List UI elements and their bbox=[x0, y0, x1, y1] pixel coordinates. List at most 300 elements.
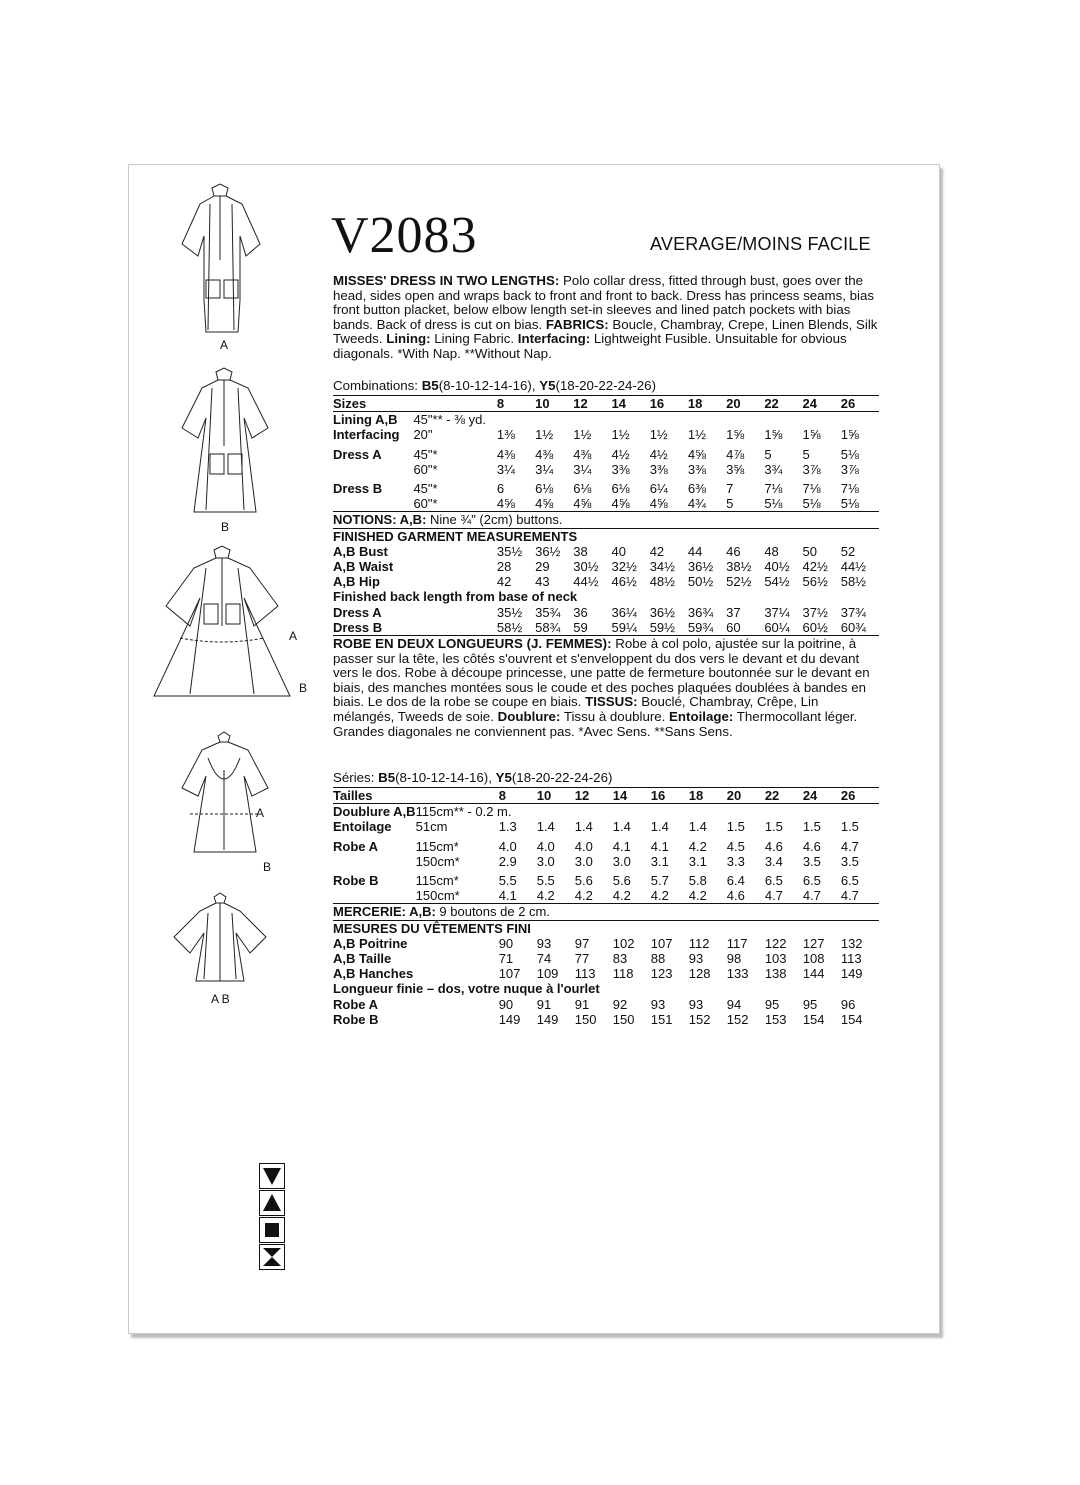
table-cell: 6⅜ bbox=[687, 481, 706, 497]
table-cell: A,B Hip bbox=[333, 574, 380, 590]
table-cell: 3⅞ bbox=[802, 461, 821, 477]
table-cell: 4.1 bbox=[499, 888, 537, 904]
table-cell: FINISHED GARMENT MEASUREMENTS bbox=[333, 528, 578, 544]
table-cell: 36½ bbox=[649, 604, 676, 620]
table-cell: 35½ bbox=[496, 543, 523, 559]
table-cell: 112 bbox=[688, 935, 710, 951]
table-cell: 4⅝ bbox=[687, 446, 706, 462]
doublure-label: Doublure: bbox=[497, 708, 561, 724]
table-cell: 91 bbox=[574, 996, 590, 1012]
yardage-table-english bbox=[333, 395, 879, 636]
table-cell: 3¼ bbox=[573, 461, 592, 477]
table-cell: Robe A bbox=[333, 996, 379, 1012]
notch-symbols bbox=[259, 1163, 285, 1271]
table-cell: 48½ bbox=[649, 574, 676, 590]
hip-row bbox=[333, 574, 879, 589]
table-cell: 1.4 bbox=[574, 819, 593, 835]
table-cell: 35½ bbox=[496, 604, 523, 620]
table-cell: 32½ bbox=[611, 559, 637, 575]
table-cell: 44 bbox=[687, 543, 703, 559]
table-cell bbox=[416, 951, 499, 966]
sketch-label: A bbox=[289, 629, 298, 643]
table-cell bbox=[333, 888, 416, 904]
table-cell: 38½ bbox=[726, 559, 752, 575]
table-cell: 60¾ bbox=[841, 620, 879, 636]
table-cell: 93 bbox=[536, 935, 552, 951]
table-cell: 60"* bbox=[413, 461, 438, 477]
table-cell: 4⅜ bbox=[573, 446, 592, 462]
table-cell: 88 bbox=[650, 951, 666, 967]
table-cell: 12 bbox=[575, 788, 613, 804]
table-cell: Entoilage bbox=[333, 819, 392, 835]
table-cell: 46 bbox=[726, 543, 741, 559]
mercerie-row bbox=[333, 904, 879, 920]
robe-b-row-1 bbox=[333, 873, 879, 888]
desc-text-fr: Robe à col polo, ajustée sur la poitrine, à passer sur la tête, les côtés s'ouvrent et s'enveloppent du dos vers le devant et du devant vers le dos. Robe à découpe princesse, une patte de fermeture boutonnée sur le devant en biais, des manches montées sous le coude et des poches plaquées doublées à bandes en biais. Le dos de la robe se coupe en biais. bbox=[333, 636, 870, 710]
table-cell: 36½ bbox=[687, 559, 714, 575]
triangle-up-icon bbox=[259, 1190, 285, 1216]
table-cell: 149 bbox=[840, 966, 863, 982]
entoilage-row bbox=[333, 819, 879, 834]
table-cell bbox=[416, 997, 499, 1012]
table-cell: 36 bbox=[573, 604, 588, 620]
table-cell: 10 bbox=[537, 788, 575, 804]
table-cell: 28 bbox=[496, 559, 512, 575]
table-cell: 24 bbox=[803, 396, 841, 412]
table-cell: 37½ bbox=[802, 604, 828, 620]
table-cell: 6 bbox=[496, 481, 505, 497]
table-cell: A,B Poitrine bbox=[333, 935, 408, 951]
table-cell: 1.5 bbox=[726, 819, 745, 835]
table-cell: 58½ bbox=[497, 620, 535, 636]
table-cell: 5 bbox=[726, 496, 764, 512]
table-cell: 12 bbox=[573, 396, 611, 412]
table-cell: 34½ bbox=[649, 559, 676, 575]
table-cell: 54½ bbox=[764, 574, 790, 590]
table-cell: 95 bbox=[764, 996, 780, 1012]
table-cell: 77 bbox=[574, 951, 590, 967]
table-cell: 8 bbox=[499, 788, 537, 804]
length-a-row bbox=[333, 605, 879, 620]
table-cell bbox=[333, 496, 413, 512]
table-cell: 4.5 bbox=[726, 838, 745, 854]
table-cell: 4.1 bbox=[612, 838, 631, 854]
table-cell: 6.5 bbox=[802, 873, 821, 889]
table-cell: 132 bbox=[840, 935, 863, 951]
table-cell: 51cm bbox=[415, 819, 448, 835]
table-cell: 95 bbox=[802, 996, 818, 1012]
sketch-label: A bbox=[220, 338, 229, 352]
robe-a-row-1 bbox=[333, 839, 879, 854]
table-cell: 138 bbox=[764, 966, 787, 982]
sketch-label: B bbox=[263, 860, 272, 874]
doublure-row bbox=[333, 804, 879, 820]
table-cell: 74 bbox=[536, 951, 552, 967]
table-cell: 59 bbox=[573, 620, 611, 636]
table-cell: 4.0 bbox=[536, 838, 555, 854]
table-cell: 1½ bbox=[535, 427, 554, 443]
triangle-down-icon bbox=[259, 1163, 285, 1189]
table-cell: 1⅝ bbox=[840, 427, 859, 443]
table-cell: 4¾ bbox=[688, 496, 726, 512]
table-cell: 6⅛ bbox=[573, 481, 592, 497]
table-cell: 3.5 bbox=[802, 853, 821, 869]
sketch-label: A bbox=[256, 806, 265, 820]
table-cell: 20" bbox=[413, 427, 433, 443]
table-cell: 3.1 bbox=[650, 853, 669, 869]
table-cell: 60 bbox=[726, 620, 764, 636]
table-cell: 1.5 bbox=[802, 819, 821, 835]
notions-row bbox=[333, 512, 879, 528]
table-cell: 1.4 bbox=[612, 819, 631, 835]
table-cell: 150 bbox=[612, 1011, 635, 1027]
sketch-view-a-front bbox=[180, 180, 260, 340]
table-cell: 48 bbox=[764, 543, 779, 559]
table-cell: Longueur finie – dos, votre nuque à l'ourlet bbox=[333, 981, 600, 997]
entoilage-text: Thermocollant léger. Grandes diagonales ne conviennent pas. *Avec Sens. **Sans Sens. bbox=[333, 708, 858, 739]
square-icon bbox=[259, 1217, 285, 1243]
table-cell: 3.1 bbox=[688, 853, 707, 869]
table-cell: 90 bbox=[498, 996, 514, 1012]
table-cell: 5.7 bbox=[650, 873, 669, 889]
table-cell: 96 bbox=[840, 996, 856, 1012]
table-cell bbox=[413, 544, 496, 559]
table-cell: 150cm* bbox=[416, 888, 499, 904]
waist-row bbox=[333, 559, 879, 574]
table-cell: 107 bbox=[650, 935, 673, 951]
table-cell: 3⅜ bbox=[687, 461, 706, 477]
table-cell: 36¾ bbox=[687, 604, 714, 620]
table-cell: 150 bbox=[574, 1011, 597, 1027]
sketch-label: B bbox=[299, 681, 308, 695]
table-cell: 42 bbox=[496, 574, 512, 590]
table-cell: Dress A bbox=[333, 446, 382, 462]
table-cell: 7⅛ bbox=[764, 481, 783, 497]
table-cell: 26 bbox=[841, 788, 879, 804]
table-cell: 109 bbox=[536, 966, 559, 982]
table-cell: 5.5 bbox=[536, 873, 555, 889]
table-cell: 93 bbox=[688, 996, 704, 1012]
table-cell: Interfacing bbox=[333, 427, 400, 443]
table-cell: 3⅜ bbox=[649, 461, 668, 477]
sketch-label: A B bbox=[211, 992, 230, 1006]
table-cell: 56½ bbox=[802, 574, 828, 590]
table-cell: 44½ bbox=[840, 559, 867, 575]
table-cell bbox=[413, 620, 496, 636]
table-cell: 4.2 bbox=[613, 888, 651, 904]
table-cell: 40 bbox=[611, 543, 626, 559]
table-cell: 2.9 bbox=[498, 853, 517, 869]
table-cell: 5.8 bbox=[688, 873, 707, 889]
table-cell: 133 bbox=[726, 966, 749, 982]
table-cell: 38 bbox=[573, 543, 588, 559]
table-cell: 42 bbox=[649, 543, 665, 559]
table-cell: 93 bbox=[688, 951, 704, 967]
longueur-title-row bbox=[333, 981, 879, 996]
series-line: Séries: B5(8-10-12-14-16), Y5(18-20-22-24-26) bbox=[333, 770, 613, 785]
table-cell: 5⅛ bbox=[764, 496, 802, 512]
table-cell: 3⅞ bbox=[840, 461, 859, 477]
table-cell: 118 bbox=[612, 966, 634, 982]
fabrics-text: Boucle, Chambray, Crepe, Linen Blends, Silk Tweeds. bbox=[333, 316, 878, 347]
dress-b-row-2 bbox=[333, 496, 879, 512]
dress-b-row-1 bbox=[333, 481, 879, 496]
table-cell: 4½ bbox=[649, 446, 668, 462]
robe-a-row-2 bbox=[333, 854, 879, 869]
sketch-label: B bbox=[221, 520, 230, 534]
table-cell: 35¾ bbox=[535, 604, 561, 620]
table-cell: 16 bbox=[651, 788, 689, 804]
table-cell: 108 bbox=[802, 951, 825, 967]
table-cell: 152 bbox=[688, 1011, 711, 1027]
robe-b-row-2 bbox=[333, 888, 879, 904]
table-cell: 7⅛ bbox=[840, 481, 859, 497]
interfacing-row bbox=[333, 427, 879, 442]
table-cell: 3¼ bbox=[496, 461, 515, 477]
table-cell: 4⅜ bbox=[535, 446, 554, 462]
dress-a-row-1 bbox=[333, 447, 879, 462]
table-cell: 1½ bbox=[611, 427, 630, 443]
table-cell: 37¼ bbox=[764, 604, 790, 620]
table-cell: 29 bbox=[535, 559, 550, 575]
doublure-text: Tissu à doublure. bbox=[560, 708, 670, 724]
table-cell: 92 bbox=[612, 996, 628, 1012]
table-cell: 94 bbox=[726, 996, 742, 1012]
table-cell: 113 bbox=[574, 966, 596, 982]
fabrics-label: FABRICS: bbox=[545, 316, 609, 332]
table-cell: 8 bbox=[497, 396, 535, 412]
table-cell: 150cm* bbox=[415, 853, 460, 869]
table-cell: 1.3 bbox=[498, 819, 517, 835]
table-cell: 7 bbox=[726, 481, 734, 497]
table-cell: MERCERIE: A,B: 9 boutons de 2 cm. bbox=[333, 904, 879, 920]
table-cell: 14 bbox=[613, 788, 651, 804]
table-cell: NOTIONS: A,B: Nine ¾" (2cm) buttons. bbox=[333, 512, 879, 528]
table-cell: 20 bbox=[727, 788, 765, 804]
table-cell: 3¾ bbox=[764, 461, 783, 477]
hourglass-icon bbox=[259, 1244, 285, 1270]
table-cell: 4⅜ bbox=[496, 446, 515, 462]
table-cell: 115cm* bbox=[415, 838, 459, 854]
hanches-row bbox=[333, 966, 879, 981]
table-cell: 98 bbox=[726, 951, 742, 967]
table-cell: 3¼ bbox=[535, 461, 554, 477]
table-cell: 58¾ bbox=[535, 620, 573, 636]
table-cell: 5 bbox=[764, 446, 772, 462]
table-cell: 1⅜ bbox=[496, 427, 515, 443]
table-cell: 1.5 bbox=[764, 819, 783, 835]
table-cell: 128 bbox=[688, 966, 711, 982]
table-cell: 1.4 bbox=[536, 819, 555, 835]
table-cell: 6.5 bbox=[764, 873, 783, 889]
table-cell: 18 bbox=[689, 788, 727, 804]
table-cell: 59½ bbox=[650, 620, 688, 636]
table-cell: 1½ bbox=[573, 427, 592, 443]
table-cell: 1.4 bbox=[688, 819, 707, 835]
table-cell: A,B Bust bbox=[333, 543, 388, 559]
table-cell: Tailles bbox=[333, 788, 416, 804]
table-cell: 1½ bbox=[687, 427, 706, 443]
pattern-code: V2083 bbox=[331, 207, 478, 264]
table-cell: 4.6 bbox=[727, 888, 765, 904]
table-cell: 16 bbox=[650, 396, 688, 412]
table-cell: 6⅛ bbox=[611, 481, 630, 497]
longueur-a-row bbox=[333, 997, 879, 1012]
tissus-text: Bouclé, Chambray, Crêpe, Lin mélangés, Tweeds de soie. bbox=[333, 694, 819, 724]
sketch-view-ab-back-short bbox=[170, 893, 270, 983]
table-cell: 59¼ bbox=[612, 620, 650, 636]
table-cell bbox=[416, 1012, 499, 1027]
table-cell: 4.0 bbox=[574, 838, 593, 854]
entoilage-label: Entoilage: bbox=[669, 708, 734, 724]
table-cell: 90 bbox=[498, 935, 514, 951]
table-cell: 46½ bbox=[611, 574, 637, 590]
table-cell: 5 bbox=[802, 446, 810, 462]
table-cell bbox=[416, 966, 499, 981]
table-cell bbox=[413, 396, 496, 412]
table-cell: 4.7 bbox=[841, 888, 879, 904]
table-cell: 36¼ bbox=[611, 604, 637, 620]
table-cell: 115cm* bbox=[415, 873, 459, 889]
table-cell: 122 bbox=[764, 935, 787, 951]
sizes-row bbox=[333, 396, 879, 412]
table-cell: 5.6 bbox=[612, 873, 631, 889]
table-cell: 107 bbox=[498, 966, 521, 982]
table-cell: Sizes bbox=[333, 396, 413, 412]
table-cell: 115cm** - 0.2 m. bbox=[415, 804, 512, 820]
table-cell: 4⅝ bbox=[497, 496, 535, 512]
table-cell: Dress B bbox=[333, 481, 383, 497]
table-cell: 117 bbox=[726, 935, 748, 951]
table-cell: 7⅛ bbox=[802, 481, 821, 497]
difficulty-level: AVERAGE/MOINS FACILE bbox=[650, 234, 871, 254]
table-cell bbox=[416, 788, 499, 804]
table-cell: 18 bbox=[688, 396, 726, 412]
table-cell: 71 bbox=[498, 951, 514, 967]
table-cell: 4⅝ bbox=[612, 496, 650, 512]
table-cell: Robe B bbox=[333, 873, 379, 889]
table-cell: 10 bbox=[535, 396, 573, 412]
poitrine-row bbox=[333, 936, 879, 951]
table-cell: 6.5 bbox=[840, 873, 859, 889]
table-cell: 45"** - ⅜ yd. bbox=[413, 412, 486, 428]
interfacing-label: Interfacing: bbox=[517, 331, 591, 347]
table-cell bbox=[413, 559, 496, 574]
table-cell: 42½ bbox=[802, 559, 828, 575]
table-cell: 60½ bbox=[803, 620, 841, 636]
table-cell: 97 bbox=[574, 935, 590, 951]
table-cell: 43 bbox=[535, 574, 550, 590]
mesures-title-row bbox=[333, 920, 879, 936]
table-cell bbox=[413, 605, 496, 620]
table-cell: 45"* bbox=[413, 446, 438, 462]
table-cell: 4⅝ bbox=[535, 496, 573, 512]
table-cell: 1.5 bbox=[840, 819, 859, 835]
table-cell: Robe A bbox=[333, 838, 379, 854]
table-cell: 60"* bbox=[413, 496, 496, 512]
table-cell: 103 bbox=[764, 951, 787, 967]
table-cell: 4½ bbox=[611, 446, 630, 462]
desc-title: MISSES' DRESS IN TWO LENGTHS: bbox=[333, 273, 560, 288]
lining-row bbox=[333, 412, 879, 428]
table-cell: 52 bbox=[840, 543, 856, 559]
lining-text: Lining Fabric. bbox=[430, 331, 518, 347]
table-cell: A,B Waist bbox=[333, 559, 394, 575]
table-cell: 152 bbox=[726, 1011, 749, 1027]
back-length-title-row bbox=[333, 589, 879, 604]
taille-row bbox=[333, 951, 879, 966]
table-cell: 26 bbox=[841, 396, 879, 412]
table-cell: 3.0 bbox=[612, 853, 631, 869]
table-cell: 149 bbox=[498, 1011, 521, 1027]
table-cell: 4.2 bbox=[689, 888, 727, 904]
table-cell: 113 bbox=[840, 951, 862, 967]
interfacing-text: Lightweight Fusible. Unsuitable for obvious diagonals. *With Nap. **Without Nap. bbox=[333, 331, 847, 361]
desc-text: Polo collar dress, fitted through bust, goes over the head, sides open and wraps back to front and front to back. Dress has princess seams, bias front button placket, below elbow length set-in sleeves and lined patch pockets with bias bands. Back of dress is cut on bias. bbox=[333, 273, 875, 332]
sketch-view-ab-back bbox=[180, 730, 270, 856]
tailles-row bbox=[333, 788, 879, 804]
length-b-row bbox=[333, 620, 879, 636]
table-cell: MESURES DU VÊTEMENTS FINI bbox=[333, 920, 531, 936]
table-cell: 5.6 bbox=[574, 873, 593, 889]
table-cell: 149 bbox=[536, 1011, 559, 1027]
table-cell: 1.4 bbox=[650, 819, 669, 835]
table-cell: 4.0 bbox=[498, 838, 517, 854]
table-cell: 3.4 bbox=[764, 853, 783, 869]
table-cell: Dress B bbox=[333, 620, 413, 636]
table-cell: 40½ bbox=[764, 559, 790, 575]
table-cell: 52½ bbox=[726, 574, 752, 590]
table-cell: 58½ bbox=[840, 574, 867, 590]
table-cell: 83 bbox=[612, 951, 628, 967]
table-cell: 50 bbox=[802, 543, 817, 559]
french-description bbox=[333, 637, 883, 739]
table-cell: 4.2 bbox=[688, 838, 707, 854]
table-cell: 50½ bbox=[687, 574, 714, 590]
table-cell: 3⅝ bbox=[726, 461, 745, 477]
table-cell: 4.2 bbox=[537, 888, 575, 904]
table-cell: 60¼ bbox=[764, 620, 802, 636]
table-cell: 4.2 bbox=[651, 888, 689, 904]
table-cell: 6¼ bbox=[649, 481, 668, 497]
table-cell: 1⅝ bbox=[764, 427, 783, 443]
table-cell: 1⅝ bbox=[802, 427, 821, 443]
table-cell: 59¾ bbox=[688, 620, 726, 636]
table-cell: 3.0 bbox=[574, 853, 593, 869]
table-cell: 5⅛ bbox=[803, 496, 841, 512]
table-cell: 4.6 bbox=[802, 838, 821, 854]
table-cell bbox=[333, 854, 416, 869]
table-cell: A,B Hanches bbox=[333, 966, 414, 982]
table-cell: 14 bbox=[612, 396, 650, 412]
table-cell: 4⅝ bbox=[573, 496, 611, 512]
table-cell: 3⅜ bbox=[611, 461, 630, 477]
bust-row bbox=[333, 544, 879, 559]
sketch-view-b-front bbox=[180, 366, 270, 516]
table-cell: 4⅞ bbox=[726, 446, 745, 462]
desc-title-fr: ROBE EN DEUX LONGUEURS (J. FEMMES): bbox=[333, 636, 612, 651]
dress-a-row-2 bbox=[333, 462, 879, 477]
table-cell: 4.1 bbox=[650, 838, 669, 854]
table-cell: 6⅛ bbox=[535, 481, 554, 497]
combinations-line: Combinations: B5(8-10-12-14-16), Y5(18-20-22-24-26) bbox=[333, 378, 657, 393]
english-description bbox=[333, 274, 883, 362]
table-cell: 102 bbox=[612, 935, 635, 951]
table-cell: 5⅛ bbox=[841, 496, 879, 512]
table-cell: 127 bbox=[802, 935, 825, 951]
table-cell: Dress A bbox=[333, 604, 382, 620]
table-cell: 22 bbox=[765, 788, 803, 804]
